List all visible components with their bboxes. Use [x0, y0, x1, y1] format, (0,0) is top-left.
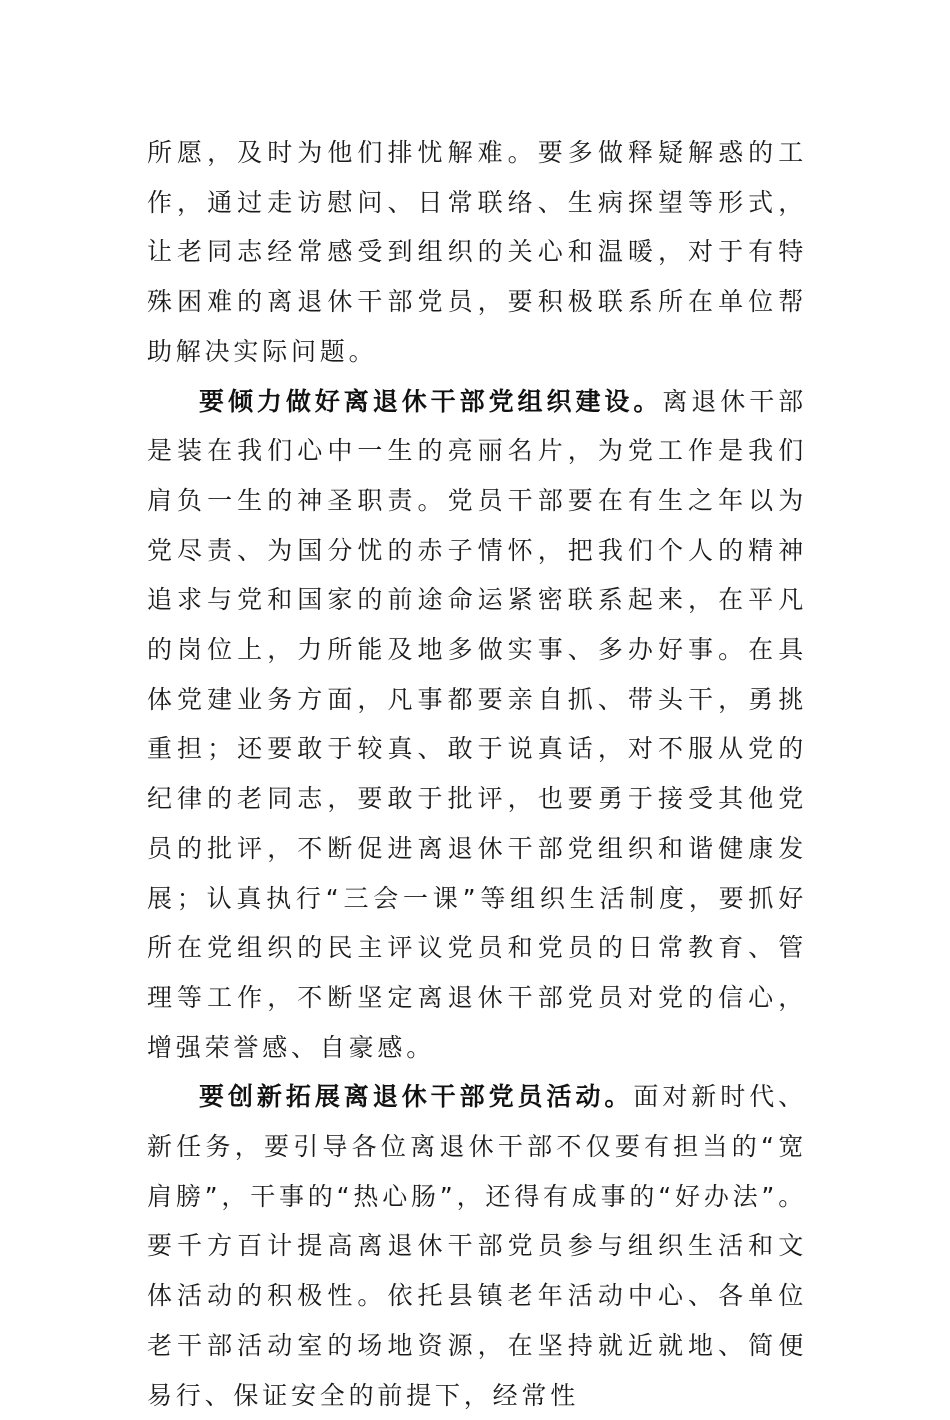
- paragraph-continuation: [147, 128, 807, 377]
- paragraph-text: 面对新时代、新任务，要引导各位离退休干部不仅要有担当的“宽肩膀”，干事的“热心肠”，还得有成事的“好办法”。要千方百计提高离退休干部党员参与组织生活和文体活动的积极性。依托县镇老年活动中心、各单位老干部活动室的场地资源，在坚持就近就地、简便易行、保证安全的前提下，经常性: [147, 1082, 807, 1410]
- document-body: [147, 128, 807, 1420]
- paragraph-heading: 要创新拓展离退休干部党员活动。: [199, 1082, 634, 1112]
- paragraph-party-organization: [147, 377, 807, 1073]
- paragraph-heading: 要倾力做好离退休干部党组织建设。: [199, 386, 663, 416]
- paragraph-text: 所愿，及时为他们排忧解难。要多做释疑解惑的工作，通过走访慰问、日常联络、生病探望等形式，让老同志经常感受到组织的关心和温暖，对于有特殊困难的离退休干部党员，要积极联系所在单位帮助解决实际问题。: [147, 138, 807, 366]
- paragraph-activities: [147, 1072, 807, 1420]
- paragraph-text: 离退休干部是装在我们心中一生的亮丽名片，为党工作是我们肩负一生的神圣职责。党员干部要在有生之年以为党尽责、为国分忧的赤子情怀，把我们个人的精神追求与党和国家的前途命运紧密联系起来，在平凡的岗位上，力所能及地多做实事、多办好事。在具体党建业务方面，凡事都要亲自抓、带头干，勇挑重担；还要敢于较真、敢于说真话，对不服从党的纪律的老同志，要敢于批评，也要勇于接受其他党员的批评，不断促进离退休干部党组织和谐健康发展；认真执行“三会一课”等组织生活制度，要抓好所在党组织的民主评议党员和党员的日常教育、管理等工作，不断坚定离退休干部党员对党的信心，增强荣誉感、自豪感。: [147, 386, 807, 1062]
